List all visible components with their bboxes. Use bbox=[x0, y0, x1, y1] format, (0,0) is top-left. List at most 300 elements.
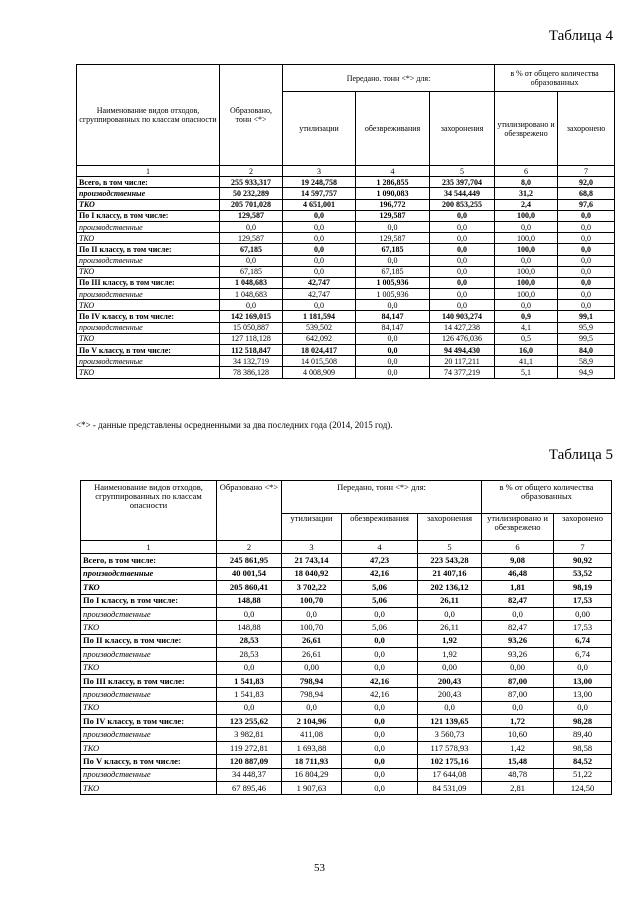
t4-cell: 14 015,508 bbox=[283, 356, 356, 367]
t5-cell: 0,0 bbox=[482, 701, 554, 714]
t5-cell: 798,94 bbox=[282, 688, 342, 701]
t5-cell: 1,92 bbox=[418, 648, 482, 661]
t4-cell: 67,185 bbox=[220, 266, 283, 277]
t4-cell: 2,4 bbox=[495, 199, 558, 210]
t5-cell: 87,00 bbox=[482, 674, 554, 687]
t5-cell: 0,00 bbox=[282, 661, 342, 674]
t4-cell: 127 118,128 bbox=[220, 333, 283, 344]
table4 bbox=[76, 64, 615, 379]
t4-cell: 0,0 bbox=[558, 277, 615, 288]
t5-column-number: 6 bbox=[482, 541, 554, 554]
t4-row bbox=[77, 289, 615, 300]
t4-row-label: ТКО bbox=[77, 333, 220, 344]
t5-cell: 42,16 bbox=[342, 674, 418, 687]
t4-cell: 8,0 bbox=[495, 177, 558, 188]
t5-cell: 18 040,92 bbox=[282, 567, 342, 580]
t5-cell: 0,0 bbox=[342, 728, 418, 741]
t4-cell: 0,5 bbox=[495, 333, 558, 344]
t4-cell: 100,0 bbox=[495, 266, 558, 277]
t5-row-label: производственные bbox=[81, 648, 217, 661]
t5-cell: 5,06 bbox=[342, 581, 418, 594]
t4-cell: 642,092 bbox=[283, 333, 356, 344]
t5-cell: 84,52 bbox=[554, 755, 612, 768]
t4-cell: 0,0 bbox=[495, 255, 558, 266]
t4-cell: 0,0 bbox=[558, 289, 615, 300]
t4-row bbox=[77, 333, 615, 344]
t4-cell: 74 377,219 bbox=[430, 367, 495, 378]
t5-row bbox=[81, 782, 612, 795]
t4-column-number: 1 bbox=[77, 166, 220, 177]
t4-row bbox=[77, 322, 615, 333]
t5-cell: 200,43 bbox=[418, 674, 482, 687]
page-number: 53 bbox=[314, 862, 325, 874]
t5-row bbox=[81, 554, 612, 567]
t5-cell: 200,43 bbox=[418, 688, 482, 701]
t4-cell: 84,0 bbox=[558, 345, 615, 356]
t4-cell: 1 005,936 bbox=[356, 289, 430, 300]
t5-cell: 223 543,28 bbox=[418, 554, 482, 567]
t4-cell: 129,587 bbox=[220, 210, 283, 221]
t5-cell: 205 860,41 bbox=[217, 581, 282, 594]
t5-column-number: 5 bbox=[418, 541, 482, 554]
t5-cell: 46,48 bbox=[482, 567, 554, 580]
t4-cell: 0,0 bbox=[220, 221, 283, 232]
t4-cell: 0,0 bbox=[430, 244, 495, 255]
t5-row bbox=[81, 768, 612, 781]
t4-cell: 0,0 bbox=[430, 255, 495, 266]
t4-cell: 0,0 bbox=[356, 255, 430, 266]
t4-cell: 18 024,417 bbox=[283, 345, 356, 356]
t4-header-bury: захоронения bbox=[430, 92, 495, 166]
t5-cell: 26,61 bbox=[282, 648, 342, 661]
t4-cell: 0,0 bbox=[283, 255, 356, 266]
t4-header-buried: захоронено bbox=[558, 92, 615, 166]
t4-cell: 255 933,317 bbox=[220, 177, 283, 188]
t4-cell: 0,0 bbox=[430, 300, 495, 311]
t4-cell: 0,0 bbox=[558, 255, 615, 266]
t5-cell: 1,72 bbox=[482, 715, 554, 728]
t4-row-label: По III классу, в том числе: bbox=[77, 277, 220, 288]
t4-row bbox=[77, 367, 615, 378]
t5-cell: 100,70 bbox=[282, 594, 342, 607]
t4-cell: 4,1 bbox=[495, 322, 558, 333]
t4-cell: 129,587 bbox=[356, 233, 430, 244]
t4-cell: 92,0 bbox=[558, 177, 615, 188]
t4-column-number: 6 bbox=[495, 166, 558, 177]
t5-cell: 28,53 bbox=[217, 634, 282, 647]
t5-cell: 34 448,37 bbox=[217, 768, 282, 781]
t5-cell: 93,26 bbox=[482, 648, 554, 661]
t4-cell: 0,0 bbox=[495, 300, 558, 311]
t5-row bbox=[81, 661, 612, 674]
table5 bbox=[80, 480, 612, 795]
t5-cell: 0,0 bbox=[342, 782, 418, 795]
t4-cell: 0,0 bbox=[356, 333, 430, 344]
t4-cell: 67,185 bbox=[356, 266, 430, 277]
t4-row bbox=[77, 233, 615, 244]
t4-column-number: 2 bbox=[220, 166, 283, 177]
t4-cell: 0,0 bbox=[356, 345, 430, 356]
t5-row-label: По I классу, в том числе: bbox=[81, 594, 217, 607]
t5-cell: 148,88 bbox=[217, 621, 282, 634]
t4-cell: 1 048,683 bbox=[220, 277, 283, 288]
t4-row bbox=[77, 266, 615, 277]
t5-column-number: 2 bbox=[217, 541, 282, 554]
t5-header-buried: захоронено bbox=[554, 514, 612, 541]
t4-row-label: производственные bbox=[77, 322, 220, 333]
t5-cell: 1 541,83 bbox=[217, 674, 282, 687]
t5-cell: 82,47 bbox=[482, 621, 554, 634]
t4-row-label: производственные bbox=[77, 221, 220, 232]
t5-cell: 0,0 bbox=[342, 701, 418, 714]
t4-row-label: По I классу, в том числе: bbox=[77, 210, 220, 221]
t5-header-formed: Образовано <*> bbox=[217, 481, 282, 541]
t5-cell: 26,61 bbox=[282, 634, 342, 647]
t4-row-label: ТКО bbox=[77, 199, 220, 210]
t4-cell: 4 651,001 bbox=[283, 199, 356, 210]
t4-cell: 0,0 bbox=[558, 221, 615, 232]
t5-cell: 0,0 bbox=[342, 661, 418, 674]
t5-row bbox=[81, 715, 612, 728]
t4-row bbox=[77, 199, 615, 210]
t4-row-label: По V классу, в том числе: bbox=[77, 345, 220, 356]
t4-cell: 94 494,430 bbox=[430, 345, 495, 356]
t5-cell: 0,0 bbox=[217, 661, 282, 674]
t5-row-label: Всего, в том числе: bbox=[81, 554, 217, 567]
t4-column-number: 3 bbox=[283, 166, 356, 177]
t5-column-number: 7 bbox=[554, 541, 612, 554]
t4-cell: 99,1 bbox=[558, 311, 615, 322]
t5-row-label: ТКО bbox=[81, 741, 217, 754]
t5-header-bury: захоронения bbox=[418, 514, 482, 541]
t4-row bbox=[77, 210, 615, 221]
t4-cell: 1 048,683 bbox=[220, 289, 283, 300]
t5-cell: 51,22 bbox=[554, 768, 612, 781]
t5-row-label: ТКО bbox=[81, 701, 217, 714]
t4-cell: 68,8 bbox=[558, 188, 615, 199]
t5-row-label: производственные bbox=[81, 567, 217, 580]
t5-column-number: 3 bbox=[282, 541, 342, 554]
t5-cell: 18 711,93 bbox=[282, 755, 342, 768]
t4-cell: 129,587 bbox=[220, 233, 283, 244]
t4-cell: 126 476,036 bbox=[430, 333, 495, 344]
t4-column-number: 7 bbox=[558, 166, 615, 177]
t4-cell: 34 544,449 bbox=[430, 188, 495, 199]
t5-cell: 10,60 bbox=[482, 728, 554, 741]
t4-cell: 42,747 bbox=[283, 289, 356, 300]
t4-cell: 50 232,289 bbox=[220, 188, 283, 199]
t5-cell: 120 887,09 bbox=[217, 755, 282, 768]
t4-row bbox=[77, 356, 615, 367]
t5-cell: 148,88 bbox=[217, 594, 282, 607]
t5-cell: 0,00 bbox=[418, 661, 482, 674]
t4-cell: 42,747 bbox=[283, 277, 356, 288]
t4-row bbox=[77, 221, 615, 232]
t4-cell: 0,0 bbox=[356, 367, 430, 378]
t5-header-name: Наименование видов отходов, сгруппированных по классам опасности bbox=[81, 481, 217, 541]
t4-cell: 0,0 bbox=[558, 233, 615, 244]
t5-column-number: 4 bbox=[342, 541, 418, 554]
t4-cell: 1 286,855 bbox=[356, 177, 430, 188]
t5-row-label: производственные bbox=[81, 688, 217, 701]
t5-row bbox=[81, 755, 612, 768]
t4-row-label: ТКО bbox=[77, 233, 220, 244]
t5-cell: 90,92 bbox=[554, 554, 612, 567]
t5-row bbox=[81, 648, 612, 661]
t5-cell: 0,0 bbox=[554, 661, 612, 674]
t5-cell: 1,92 bbox=[418, 634, 482, 647]
t5-row bbox=[81, 728, 612, 741]
t4-cell: 0,0 bbox=[283, 233, 356, 244]
t4-row-label: По IV классу, в том числе: bbox=[77, 311, 220, 322]
t4-cell: 0,0 bbox=[430, 266, 495, 277]
t4-header-util: утилизации bbox=[283, 92, 356, 166]
t4-cell: 0,0 bbox=[558, 266, 615, 277]
t5-cell: 2 104,96 bbox=[282, 715, 342, 728]
t4-cell: 0,0 bbox=[558, 244, 615, 255]
t5-cell: 124,50 bbox=[554, 782, 612, 795]
t5-row-label: производственные bbox=[81, 728, 217, 741]
t5-cell: 0,0 bbox=[342, 755, 418, 768]
t4-cell: 0,0 bbox=[430, 277, 495, 288]
t4-cell: 0,0 bbox=[356, 356, 430, 367]
t5-cell: 3 982,81 bbox=[217, 728, 282, 741]
t4-cell: 0,0 bbox=[356, 300, 430, 311]
t4-cell: 129,587 bbox=[356, 210, 430, 221]
t5-cell: 98,19 bbox=[554, 581, 612, 594]
t5-cell: 1 693,88 bbox=[282, 741, 342, 754]
t5-header-util: утилизации bbox=[282, 514, 342, 541]
t5-header-percent: в % от общего количества образованных bbox=[482, 481, 612, 514]
t5-row-label: ТКО bbox=[81, 661, 217, 674]
t5-cell: 0,00 bbox=[482, 661, 554, 674]
t5-row-label: По V классу, в том числе: bbox=[81, 755, 217, 768]
t4-cell: 0,0 bbox=[430, 289, 495, 300]
t5-column-number: 1 bbox=[81, 541, 217, 554]
t5-row-label: ТКО bbox=[81, 581, 217, 594]
t4-cell: 14 597,757 bbox=[283, 188, 356, 199]
t5-row-label: По IV классу, в том числе: bbox=[81, 715, 217, 728]
t4-cell: 97,6 bbox=[558, 199, 615, 210]
t4-cell: 0,0 bbox=[283, 266, 356, 277]
t5-cell: 117 578,93 bbox=[418, 741, 482, 754]
t4-cell: 100,0 bbox=[495, 244, 558, 255]
t4-row-label: производственные bbox=[77, 188, 220, 199]
t4-cell: 0,0 bbox=[283, 300, 356, 311]
t4-cell: 235 397,704 bbox=[430, 177, 495, 188]
t5-cell: 0,0 bbox=[418, 701, 482, 714]
t5-cell: 26,11 bbox=[418, 594, 482, 607]
t5-cell: 0,0 bbox=[342, 768, 418, 781]
t4-cell: 94,9 bbox=[558, 367, 615, 378]
t4-cell: 100,0 bbox=[495, 210, 558, 221]
t5-row bbox=[81, 701, 612, 714]
t4-cell: 0,0 bbox=[495, 221, 558, 232]
t5-cell: 13,00 bbox=[554, 688, 612, 701]
t5-row-label: производственные bbox=[81, 768, 217, 781]
t5-cell: 1 907,63 bbox=[282, 782, 342, 795]
t4-row bbox=[77, 277, 615, 288]
t5-cell: 0,0 bbox=[418, 607, 482, 620]
t4-row bbox=[77, 311, 615, 322]
t5-cell: 0,0 bbox=[282, 607, 342, 620]
t5-cell: 0,0 bbox=[217, 701, 282, 714]
t5-cell: 42,16 bbox=[342, 567, 418, 580]
t4-cell: 84,147 bbox=[356, 311, 430, 322]
t4-cell: 0,9 bbox=[495, 311, 558, 322]
t5-cell: 28,53 bbox=[217, 648, 282, 661]
t5-cell: 17 644,08 bbox=[418, 768, 482, 781]
t5-row bbox=[81, 594, 612, 607]
t5-row-label: ТКО bbox=[81, 782, 217, 795]
t4-cell: 78 386,128 bbox=[220, 367, 283, 378]
t5-row-label: По II классу, в том числе: bbox=[81, 634, 217, 647]
t5-cell: 9,08 bbox=[482, 554, 554, 567]
t4-cell: 1 090,083 bbox=[356, 188, 430, 199]
t5-cell: 82,47 bbox=[482, 594, 554, 607]
t4-row-label: ТКО bbox=[77, 266, 220, 277]
t4-cell: 5,1 bbox=[495, 367, 558, 378]
t4-cell: 20 117,211 bbox=[430, 356, 495, 367]
t5-cell: 93,26 bbox=[482, 634, 554, 647]
t4-row bbox=[77, 255, 615, 266]
t4-column-number: 5 bbox=[430, 166, 495, 177]
t5-cell: 15,48 bbox=[482, 755, 554, 768]
t4-cell: 0,0 bbox=[220, 300, 283, 311]
t5-row-label: производственные bbox=[81, 607, 217, 620]
t5-cell: 0,0 bbox=[342, 607, 418, 620]
t5-cell: 102 175,16 bbox=[418, 755, 482, 768]
t5-cell: 0,00 bbox=[554, 607, 612, 620]
t4-header-name: Наименование видов отходов, сгруппированных по классам опасности bbox=[77, 65, 220, 166]
t4-row bbox=[77, 188, 615, 199]
t5-row bbox=[81, 741, 612, 754]
t4-row bbox=[77, 244, 615, 255]
t4-cell: 1 181,594 bbox=[283, 311, 356, 322]
t4-row-label: По II классу, в том числе: bbox=[77, 244, 220, 255]
t5-cell: 17,53 bbox=[554, 594, 612, 607]
t5-cell: 202 136,12 bbox=[418, 581, 482, 594]
t4-row bbox=[77, 300, 615, 311]
t5-row bbox=[81, 621, 612, 634]
t5-cell: 84 531,09 bbox=[418, 782, 482, 795]
t4-cell: 100,0 bbox=[495, 233, 558, 244]
t5-cell: 0,0 bbox=[217, 607, 282, 620]
t4-cell: 0,0 bbox=[558, 210, 615, 221]
t4-row-label: производственные bbox=[77, 255, 220, 266]
t5-cell: 0,0 bbox=[342, 715, 418, 728]
t5-cell: 5,06 bbox=[342, 621, 418, 634]
t4-cell: 19 248,758 bbox=[283, 177, 356, 188]
t5-cell: 89,40 bbox=[554, 728, 612, 741]
t4-cell: 0,0 bbox=[558, 300, 615, 311]
t4-cell: 16,0 bbox=[495, 345, 558, 356]
t4-cell: 200 853,255 bbox=[430, 199, 495, 210]
t5-row bbox=[81, 634, 612, 647]
t4-cell: 0,0 bbox=[430, 210, 495, 221]
t5-cell: 245 861,95 bbox=[217, 554, 282, 567]
t4-row-label: производственные bbox=[77, 356, 220, 367]
t5-cell: 5,06 bbox=[342, 594, 418, 607]
t4-cell: 0,0 bbox=[283, 244, 356, 255]
t4-cell: 0,0 bbox=[430, 221, 495, 232]
t5-cell: 47,23 bbox=[342, 554, 418, 567]
t5-cell: 67 895,46 bbox=[217, 782, 282, 795]
t5-cell: 1 541,83 bbox=[217, 688, 282, 701]
t5-header-neut: обезвреживания bbox=[342, 514, 418, 541]
t4-cell: 112 518,847 bbox=[220, 345, 283, 356]
t5-cell: 21 743,14 bbox=[282, 554, 342, 567]
table4-note: <*> - данные представлены осредненными за два последних года (2014, 2015 год). bbox=[76, 420, 393, 430]
t5-cell: 87,00 bbox=[482, 688, 554, 701]
t4-row bbox=[77, 177, 615, 188]
t5-cell: 0,0 bbox=[342, 648, 418, 661]
t4-cell: 31,2 bbox=[495, 188, 558, 199]
t5-cell: 42,16 bbox=[342, 688, 418, 701]
t4-cell: 142 169,015 bbox=[220, 311, 283, 322]
t5-row bbox=[81, 607, 612, 620]
t4-cell: 100,0 bbox=[495, 289, 558, 300]
t5-cell: 26,11 bbox=[418, 621, 482, 634]
t5-cell: 48,78 bbox=[482, 768, 554, 781]
t4-cell: 84,147 bbox=[356, 322, 430, 333]
t5-cell: 123 255,62 bbox=[217, 715, 282, 728]
t4-cell: 14 427,238 bbox=[430, 322, 495, 333]
t4-cell: 67,185 bbox=[220, 244, 283, 255]
t5-row-label: По III классу, в том числе: bbox=[81, 674, 217, 687]
t4-cell: 196,772 bbox=[356, 199, 430, 210]
t5-cell: 13,00 bbox=[554, 674, 612, 687]
t4-cell: 205 701,028 bbox=[220, 199, 283, 210]
t5-cell: 121 139,65 bbox=[418, 715, 482, 728]
t4-cell: 1 005,936 bbox=[356, 277, 430, 288]
t4-cell: 34 132,719 bbox=[220, 356, 283, 367]
t5-column-numbers bbox=[81, 541, 612, 554]
t4-cell: 15 050,887 bbox=[220, 322, 283, 333]
t4-column-number: 4 bbox=[356, 166, 430, 177]
t4-header-neut: обезвреживания bbox=[356, 92, 430, 166]
t5-cell: 0,0 bbox=[282, 701, 342, 714]
t4-header-util-neut: утилизировано и обезврежено bbox=[495, 92, 558, 166]
t5-row bbox=[81, 688, 612, 701]
t5-cell: 798,94 bbox=[282, 674, 342, 687]
t5-cell: 100,70 bbox=[282, 621, 342, 634]
t4-header-formed: Образовано, тонн <*> bbox=[220, 65, 283, 166]
t4-row bbox=[77, 345, 615, 356]
t4-row-label: ТКО bbox=[77, 300, 220, 311]
t4-cell: 140 903,274 bbox=[430, 311, 495, 322]
t5-cell: 411,08 bbox=[282, 728, 342, 741]
t4-row-label: Всего, в том числе: bbox=[77, 177, 220, 188]
t4-cell: 58,9 bbox=[558, 356, 615, 367]
t5-row bbox=[81, 567, 612, 580]
t4-cell: 0,0 bbox=[283, 210, 356, 221]
t5-cell: 0,0 bbox=[554, 701, 612, 714]
t5-cell: 3 702,22 bbox=[282, 581, 342, 594]
t5-cell: 0,0 bbox=[342, 741, 418, 754]
t4-column-numbers bbox=[77, 166, 615, 177]
t5-cell: 3 560,73 bbox=[418, 728, 482, 741]
t5-row-label: ТКО bbox=[81, 621, 217, 634]
t4-row-label: ТКО bbox=[77, 367, 220, 378]
t4-cell: 95,9 bbox=[558, 322, 615, 333]
t5-cell: 17,53 bbox=[554, 621, 612, 634]
t5-cell: 0,0 bbox=[482, 607, 554, 620]
t5-cell: 53,52 bbox=[554, 567, 612, 580]
t4-header-transferred: Передано. тонн <*> для: bbox=[283, 65, 495, 92]
t5-cell: 2,81 bbox=[482, 782, 554, 795]
t5-cell: 98,28 bbox=[554, 715, 612, 728]
